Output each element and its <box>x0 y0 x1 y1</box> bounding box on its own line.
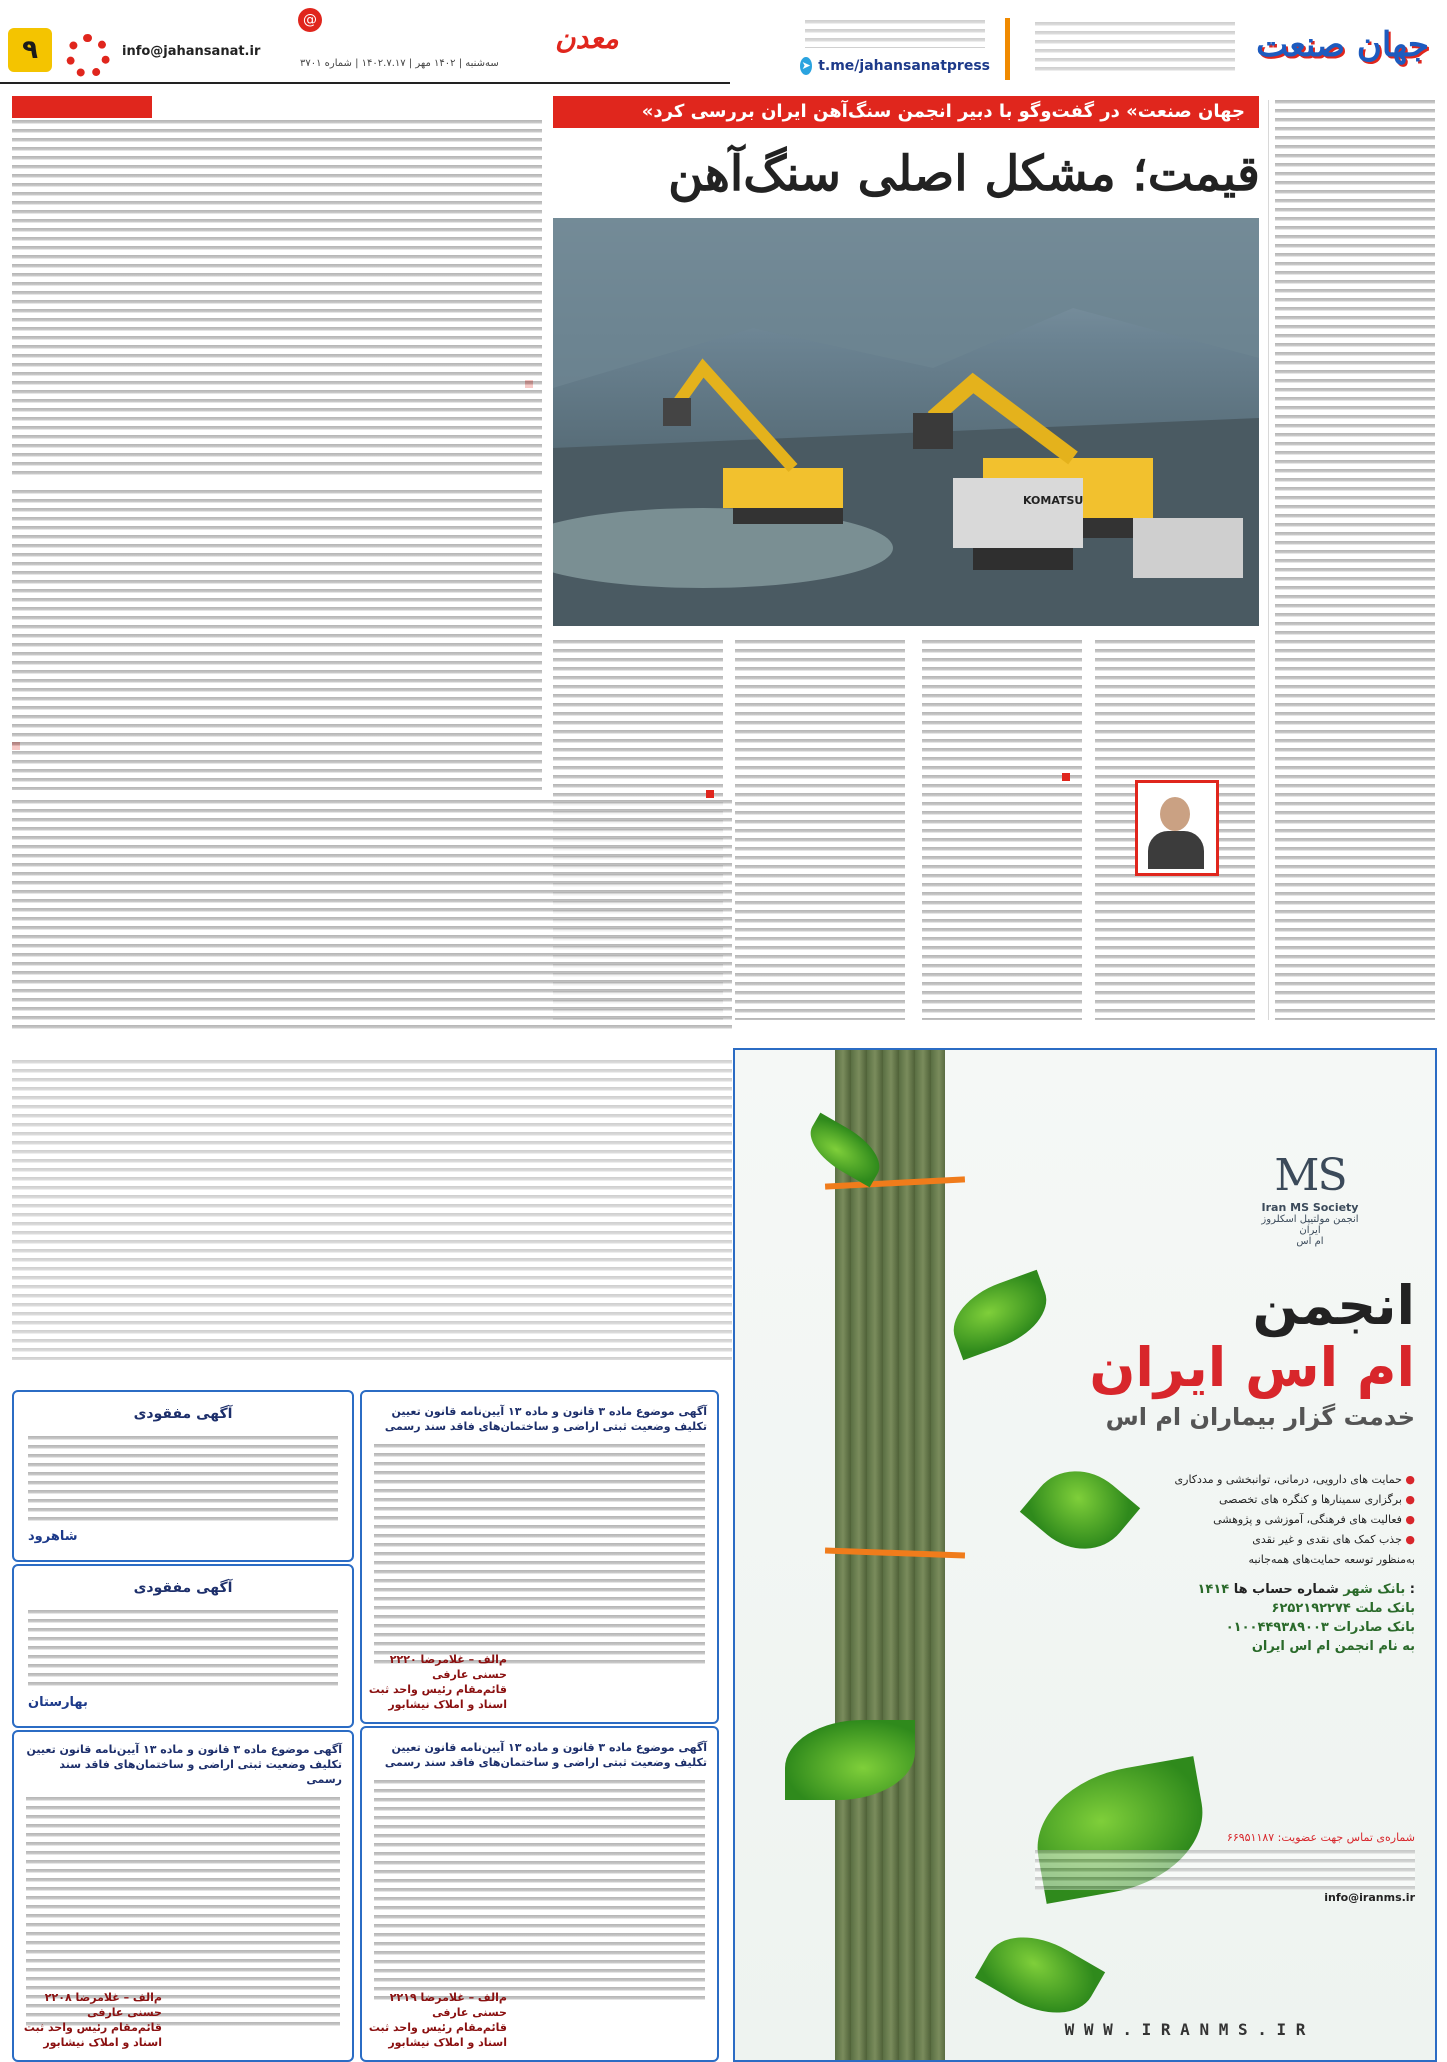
issue-line: سه‌شنبه | ۱۴۰۲ مهر | ۱۴۰۲.۷.۱۷ | شماره ۳۷۰۱ <box>300 58 499 69</box>
left-text-block-1 <box>12 120 542 480</box>
telegram-url: t.me/jahansanatpress <box>818 58 990 74</box>
masthead-blurred-info <box>1035 22 1235 72</box>
article-column-2 <box>922 640 1082 1020</box>
ms-org-fa-short: ام اس <box>1296 1236 1324 1247</box>
ms-title: انجمن ام اس ایران خدمت گزار بیماران ام اس <box>1089 1274 1415 1431</box>
article-headline: قیمت؛ مشکل اصلی سنگ‌آهن <box>668 146 1260 202</box>
header-divider <box>1005 18 1010 80</box>
page-number-badge: ۹ <box>8 28 52 72</box>
article-kicker: «جهان صنعت» در گفت‌وگو با دبیر انجمن سنگ‌آهن ایران بررسی کرد <box>553 96 1259 128</box>
telegram-icon: ➤ <box>800 57 812 75</box>
masthead-logo <box>1255 20 1430 72</box>
article-column-right <box>1275 100 1435 1020</box>
telegram-link[interactable] <box>800 56 990 76</box>
logo-text: جهان صنعت <box>1256 25 1429 65</box>
left-text-block-3 <box>12 800 732 1030</box>
law-notice-c: آگهی موضوع ماده ۳ قانون و ماده ۱۳ آیین‌نامه قانون تعیین تکلیف وضعیت ثبتی اراضی و ساختمان‌های فاقد سند رسمی ۲۲۰۸ م‌الف – غلامرضا حسنی عارفی قائم‌مقام رئیس واحد ثبت اسناد و املاک نیشابور <box>12 1730 354 2062</box>
lost-notice-2: آگهی مفقودی بهارستان <box>12 1564 354 1728</box>
email-icon: @ <box>298 8 322 32</box>
section-marker <box>706 790 714 798</box>
law-notice-a: آگهی موضوع ماده ۳ قانون و ماده ۱۳ آیین‌نامه قانون تعیین تکلیف وضعیت ثبتی اراضی و ساختمان‌های فاقد سند رسمی ۲۲۲۰ م‌الف – غلامرضا حسنی عارفی قائم‌مقام رئیس واحد ثبت اسناد و املاک نیشابور <box>360 1390 719 1724</box>
ms-logo <box>1255 1150 1365 1247</box>
left-text-block-2 <box>12 490 542 790</box>
lost-notice-1: آگهی مفقودی شاهرود <box>12 1390 354 1562</box>
ms-org-fa: انجمن مولتیپل اسکلروز ایران <box>1261 1214 1359 1236</box>
photo-caption: KOMATSU <box>1023 494 1084 507</box>
header-email: info@jahansanat.ir <box>122 44 261 59</box>
header-blurred-text <box>805 20 985 48</box>
author-photo <box>1135 780 1219 876</box>
mining-photo <box>553 218 1259 626</box>
section-title: معدن <box>555 22 619 55</box>
law-notice-b: آگهی موضوع ماده ۳ قانون و ماده ۱۳ آیین‌نامه قانون تعیین تکلیف وضعیت ثبتی اراضی و ساختمان‌های فاقد سند رسمی ۲۲۱۹ م‌الف – غلامرضا حسنی عارفی قائم‌مقام رئیس واحد ثبت اسناد و املاک نیشابور <box>360 1726 719 2062</box>
ms-contact: شماره‌ی تماس جهت عضویت: ۶۶۹۵۱۱۸۷ info@iranms.ir <box>1035 1830 1415 1906</box>
left-text-block-4 <box>12 1060 732 1360</box>
ms-society-ad <box>733 1048 1437 2062</box>
ms-org-en: Iran MS Society <box>1261 1201 1359 1214</box>
section-marker <box>1062 773 1070 781</box>
header-red-bar <box>12 96 152 118</box>
header-rule <box>0 82 730 84</box>
ms-accounts: ۱۴۱۴ بانک شهر شماره حساب ها : ۶۲۵۲۱۹۲۲۷۴ بانک ملت ۰۱۰۰۴۴۹۳۸۹۰۰۳ بانک صادرات به نام انجمن ام اس ایران <box>1197 1582 1415 1654</box>
article-column-3 <box>735 640 905 1020</box>
ms-email: info@iranms.ir <box>1324 1891 1415 1904</box>
ms-website[interactable]: W W W . I R A N M S . I R <box>1064 2020 1306 2039</box>
ms-logo-letters: MS <box>1274 1150 1346 1201</box>
gear-icon <box>66 34 110 78</box>
ms-services: حمایت های دارویی، درمانی، توانبخشی و مددکاری ● برگزاری سمینارها و کنگره های تخصصی ● فعالیت های فرهنگی، آموزشی و پژوهشی ● جذب کمک های نقدی و غیر نقدی ● به‌منظور توسعه حمایت‌های همه‌جانبه <box>1174 1473 1415 1566</box>
